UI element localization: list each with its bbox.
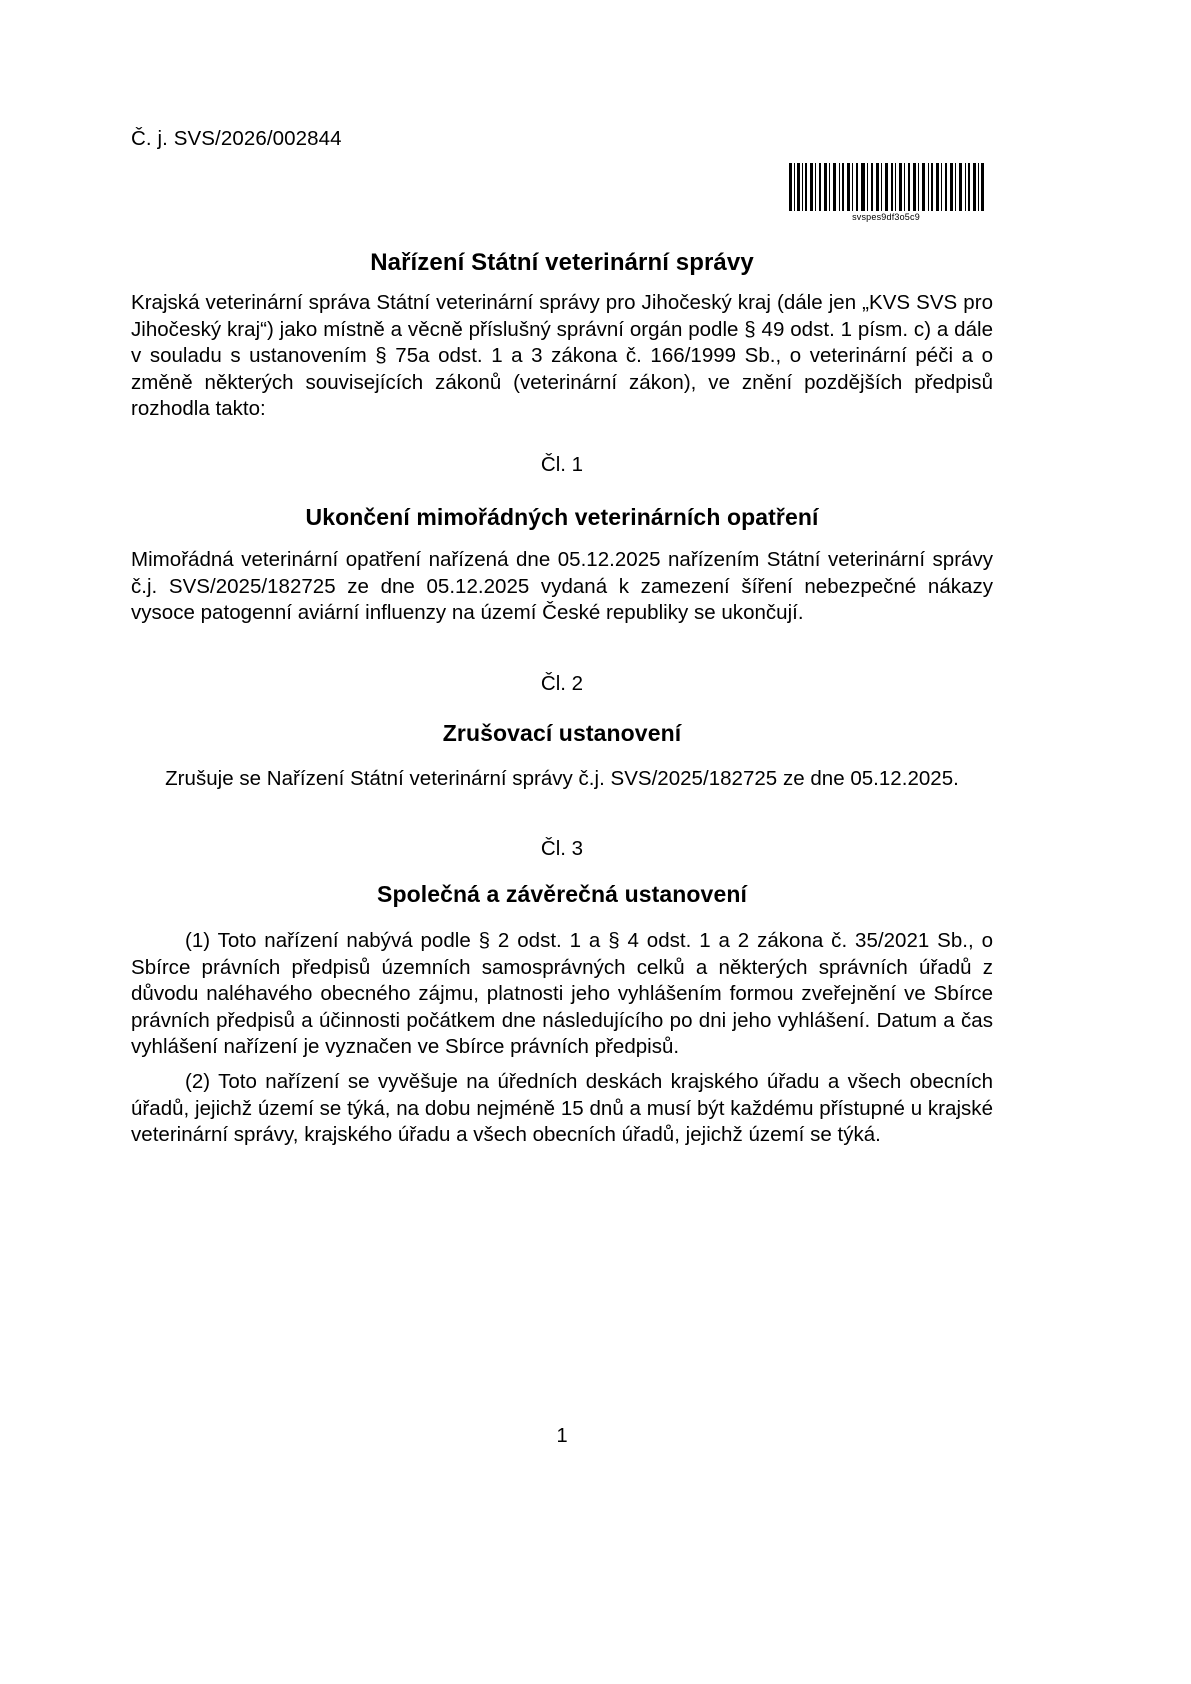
barcode-label: svspes9df3o5c9 xyxy=(852,212,920,222)
barcode-block xyxy=(787,163,985,222)
page-title: Nařízení Státní veterinární správy xyxy=(370,249,754,276)
page-content xyxy=(131,0,993,1684)
article-heading-3: Společná a závěrečná ustanovení xyxy=(377,881,747,907)
article-3-paragraph-1: (1) Toto nařízení nabývá podle § 2 odst. 1 a § 4 odst. 1 a 2 zákona č. 35/2021 Sb., o Sbírce právních předpisů územních samosprávných celků a některých správních úřadů z důvodu naléhavého obecného zájmu, platnosti jeho vyhlášením formou zveřejnění ve Sbírce právních předpisů a účinnosti počátkem dne následujícího po dni jeho vyhlášení. Datum a čas vyhlášení nařízení je vyznačen ve Sbírce právních předpisů. xyxy=(131,929,993,1059)
intro-paragraph: Krajská veterinární správa Státní veterinární správy pro Jihočeský kraj (dále jen „KVS SVS pro Jihočeský kraj“) jako místně a věcně příslušný správní orgán podle § 49 odst. 1 písm. c) a dále v souladu s ustanovením § 75a odst. 1 a 3 zákona č. 166/1999 Sb., o veterinární péči a o změně některých souvisejících zákonů (veterinární zákon), ve znění pozdějších předpisů rozhodla takto: xyxy=(131,291,993,421)
article-3-paragraph-2: (2) Toto nařízení se vyvěšuje na úředních deskách krajského úřadu a všech obecních úřadů, jejichž území se týká, na dobu nejméně 15 dnů a musí být každému přístupné u krajské veterinární správy, krajského úřadu a všech obecních úřadů, jejichž území se týká. xyxy=(131,1070,993,1147)
article-heading-2: Zrušovací ustanovení xyxy=(442,720,682,746)
article-1-paragraph-1: Mimořádná veterinární opatření nařízená dne 05.12.2025 nařízením Státní veterinární správy č.j. SVS/2025/182725 ze dne 05.12.2025 vydaná k zamezení šíření nebezpečné nákazy vysoce patogenní aviární influenzy na území České republiky se ukončují. xyxy=(131,548,993,625)
article-number-2: Čl. 2 xyxy=(540,672,584,695)
article-2-paragraph-1: Zrušuje se Nařízení Státní veterinární správy č.j. SVS/2025/182725 ze dne 05.12.2025. xyxy=(165,767,959,790)
article-number-1: Čl. 1 xyxy=(540,453,584,476)
document-reference-number: Č. j. SVS/2026/002844 xyxy=(131,127,342,150)
article-number-3: Čl. 3 xyxy=(540,837,584,860)
article-heading-1: Ukončení mimořádných veterinárních opatření xyxy=(305,504,819,530)
barcode-icon xyxy=(787,163,985,211)
page-number: 1 xyxy=(556,1425,568,1447)
